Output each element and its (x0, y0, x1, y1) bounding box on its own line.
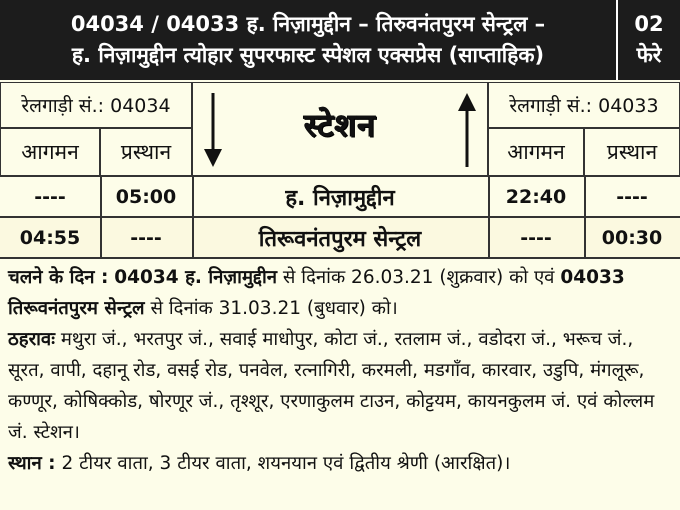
running-days-train2: 04033 तिरूवनंतपुरम सेन्ट्रल (8, 267, 625, 319)
row1-left-departure: 05:00 (100, 177, 192, 216)
timetable (0, 82, 680, 258)
right-arrival-header: आगमन (488, 128, 584, 176)
row2-right-departure: 00:30 (601, 226, 663, 249)
train-title (0, 0, 616, 80)
row2-station: तिरूवनंतपुरम सेन्ट्रल (258, 226, 422, 252)
right-train-number: रेलगाड़ी सं.: 04033 (488, 82, 680, 128)
col-divider (488, 176, 490, 258)
row2-left-arrival: 04:55 (19, 226, 81, 249)
row1-right-departure: ---- (584, 177, 680, 216)
running-days-train1: 04034 ह. निज़ामुद्दीन (114, 267, 278, 288)
left-arrival-header: आगमन (0, 128, 100, 176)
stoppages-list: मथुरा जं., भरतपुर जं., सवाई माधोपुर, कोटा जं., रतलाम जं., वडोदरा जं., भरूच जं., सूरत, वापी, दहानू रोड, वसई रोड, पनवेल, रत्नागिरी, करमली, मडगाँव, कारवार, उडुपि, मंगलूरू, कण्णूर, कोषिक्कोड, षोरणूर जं., तृश्शूर, एरणाकुलम टाउन, कोट्टयम, कायनकुलम जं. एवं कोल्लम जं. स्टेशन। (8, 329, 655, 443)
row1-right-arrival: 22:40 (488, 177, 584, 216)
col-divider (100, 176, 102, 258)
row2-right-arrival: ---- (520, 226, 552, 249)
running-days-train1-date: से दिनांक 26.03.21 (शुक्रवार) को एवं (282, 267, 555, 288)
arrow-up-icon (455, 91, 479, 169)
row2-left-departure: ---- (130, 226, 162, 249)
accommodation-label: स्थान : (8, 453, 56, 474)
running-days (8, 262, 674, 324)
station-header-box (192, 82, 488, 176)
left-train-number: रेलगाड़ी सं.: 04034 (0, 82, 192, 128)
running-days-label: चलने के दिन : (8, 267, 109, 288)
left-departure-header: प्रस्थान (100, 128, 192, 176)
row-divider (0, 257, 680, 259)
col-divider (192, 176, 194, 258)
col-divider (584, 176, 586, 258)
running-days-train2-date: से दिनांक 31.03.21 (बुधवार) को। (150, 298, 398, 319)
info-section (8, 262, 674, 479)
trip-count-label: फेरे (636, 43, 662, 67)
trip-count (616, 0, 680, 80)
stoppages (8, 324, 674, 448)
row1-left-arrival: ---- (0, 177, 100, 216)
station-heading: स्टेशन (303, 106, 377, 144)
accommodation-classes: 2 टीयर वाता, 3 टीयर वाता, शयनयान एवं द्वितीय श्रेणी (आरक्षित)। (61, 453, 511, 474)
accommodation (8, 448, 674, 479)
stoppages-label: ठहरावः (8, 329, 55, 350)
title-line-2: ह. निज़ामुद्दीन त्योहार सुपरफास्ट स्पेशल एक्सप्रेस (साप्ताहिक) (71, 43, 545, 67)
trip-count-number: 02 (634, 12, 664, 36)
row1-station: ह. निज़ामुद्दीन (192, 177, 488, 216)
title-line-1: 04034 / 04033 ह. निज़ामुद्दीन – तिरुवनंतपुरम सेन्ट्रल – (70, 12, 546, 36)
right-departure-header: प्रस्थान (584, 128, 680, 176)
